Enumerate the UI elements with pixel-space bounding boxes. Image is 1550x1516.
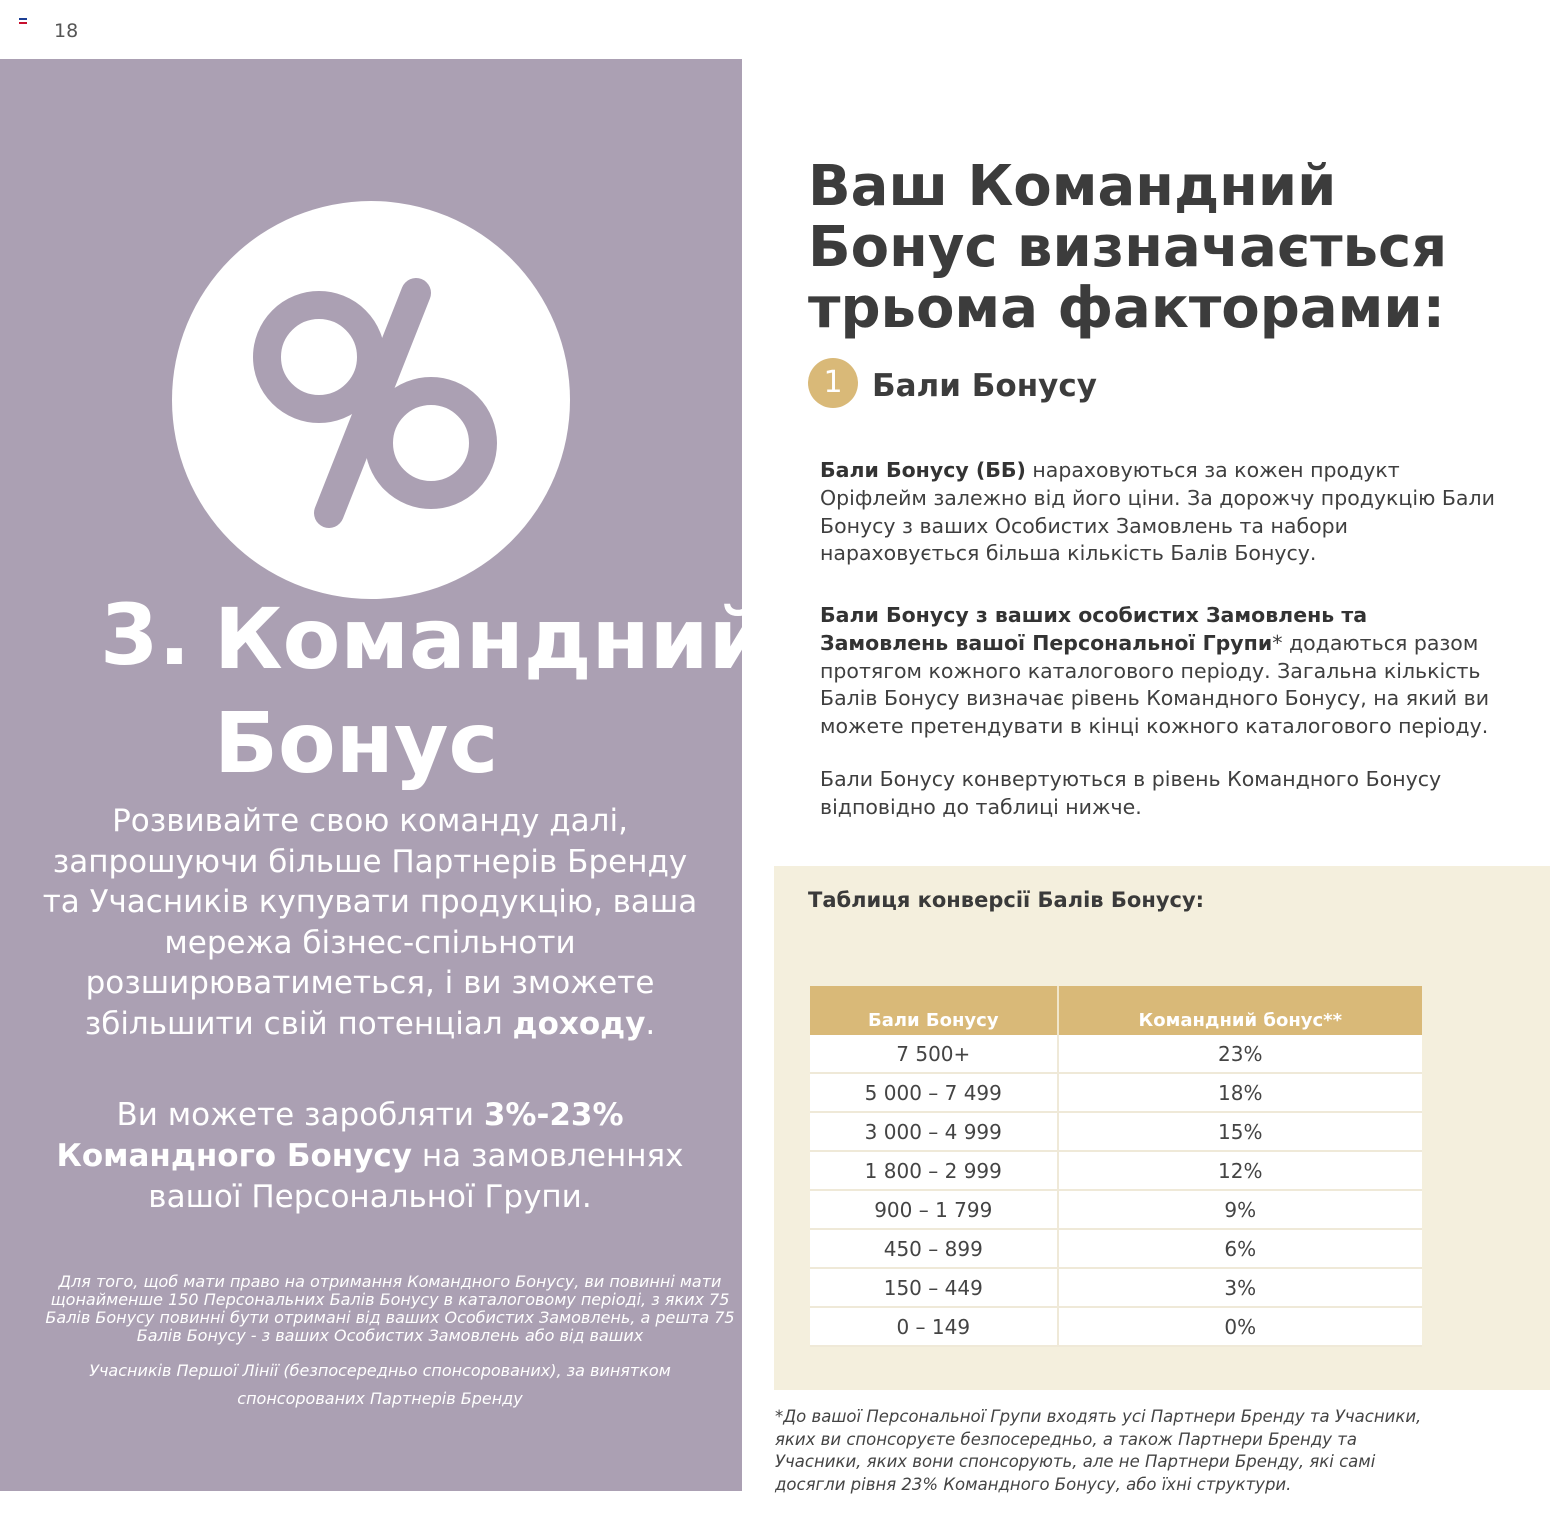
paragraph-1-text: нараховуються за кожен продукт Оріфлейм залежно від його ціни. За дорожчу продукцію Бали Бонусу з ваших Особистих Замовлень та набори нараховується більша кількість Балів Бонусу.: [820, 458, 1495, 566]
page-number: 18: [54, 20, 79, 42]
lead-paragraph: [30, 801, 710, 1044]
table-cell: 0%: [1058, 1307, 1422, 1346]
table-cell: 900 – 1 799: [810, 1190, 1058, 1229]
column-header: Бали Бонусу: [810, 986, 1058, 1035]
table-cell: 3%: [1058, 1268, 1422, 1307]
table-cell: 0 – 149: [810, 1307, 1058, 1346]
footnote: *До вашої Персональної Групи входять усі Партнери Бренду та Учасники, яких ви спонсоруєте безпосередньо, а також Партнери Бренду та Учасники, яких вони спонсорують, але не Партнери Бренду, які самі досягли рівня 23% Командного Бонусу, або їхні структури.: [775, 1407, 1422, 1494]
table-header-row: [810, 986, 1422, 1035]
earn-pre: Ви можете заробляти: [116, 1097, 484, 1133]
table-row: [810, 1112, 1422, 1151]
lead-end: .: [645, 1005, 656, 1042]
table-cell: 9%: [1058, 1190, 1422, 1229]
paragraph-1-bold: Бали Бонусу (ББ): [820, 458, 1026, 482]
page-heading: Ваш Командний Бонус визначається трьома факторами:: [808, 154, 1448, 341]
percent-badge: [172, 201, 570, 599]
lead-text: Розвивайте свою команду далі, запрошуючи більше Партнерів Бренду та Учасників купувати продукцію, ваша мережа бізнес-спільноти розширюватиметься, і ви зможете збільшити свій потенціал: [42, 803, 698, 1042]
paragraph-2-text: * додаються разом протягом кожного каталогового періоду. Загальна кількість Балів Бонусу визначає рівень Командного Бонусу, на який ви можете претендувати в кінці кожного каталогового періоду.: [820, 630, 1490, 739]
table-row: [810, 1190, 1422, 1229]
paragraph-1: [820, 457, 1500, 568]
factor-title: Бали Бонусу: [872, 368, 1097, 404]
table-row: [810, 1307, 1422, 1346]
table-row: [810, 1229, 1422, 1268]
table-cell: 150 – 449: [810, 1268, 1058, 1307]
table-cell: 15%: [1058, 1112, 1422, 1151]
section-title: [214, 587, 768, 795]
table-cell: 23%: [1058, 1035, 1422, 1073]
table-cell: 18%: [1058, 1073, 1422, 1112]
section-title-line: Командний: [214, 590, 768, 688]
paragraph-2: [820, 602, 1500, 741]
lead-bold: доходу: [512, 1005, 646, 1042]
eligibility-note-continued: Учасників Першої Лінії (безпосередньо спонсорованих), за винятком спонсорованих Партнерів Бренду: [89, 1361, 671, 1408]
table-cell: 12%: [1058, 1151, 1422, 1190]
earn-post: на замовленнях вашої Персональної Групи.: [148, 1138, 684, 1215]
table-row: [810, 1035, 1422, 1073]
table-title: Таблиця конверсії Балів Бонусу:: [808, 888, 1205, 912]
table-cell: 6%: [1058, 1229, 1422, 1268]
flag-icon: [19, 18, 27, 24]
table-cell: 5 000 – 7 499: [810, 1073, 1058, 1112]
section-title-line: Бонус: [214, 694, 499, 792]
earn-bold-bonus: Командного Бонусу: [56, 1138, 412, 1174]
column-header: Командний бонус**: [1058, 986, 1422, 1035]
table-row: [810, 1151, 1422, 1190]
conversion-table: [810, 986, 1422, 1347]
eligibility-note: Для того, щоб мати право на отримання Командного Бонусу, ви повинні мати щонайменше 150 Персональних Балів Бонусу в каталоговому періоді, з яких 75 Балів Бонусу повинні бути отримані від ваших Особистих Замовлень, а решта 75 Балів Бонусу - з ваших Особистих Замовлень або від ваших: [45, 1272, 735, 1345]
table-cell: 1 800 – 2 999: [810, 1151, 1058, 1190]
table-cell: 7 500+: [810, 1035, 1058, 1073]
earn-bold-range: 3%-23%: [483, 1097, 624, 1133]
table-row: [810, 1268, 1422, 1307]
table-row: [810, 1073, 1422, 1112]
paragraph-3: Бали Бонусу конвертуються в рівень Командного Бонусу відповідно до таблиці нижче.: [820, 767, 1442, 819]
factor-number-badge: 1: [808, 358, 858, 408]
table-cell: 3 000 – 4 999: [810, 1112, 1058, 1151]
left-panel: [0, 59, 768, 1491]
earn-paragraph: [30, 1095, 710, 1218]
paragraph-2-bold: Бали Бонусу з ваших особистих Замовлень та Замовлень вашої Персональної Групи: [820, 603, 1368, 655]
section-number: 3.: [100, 586, 191, 684]
percent-icon: [172, 201, 570, 599]
table-cell: 450 – 899: [810, 1229, 1058, 1268]
